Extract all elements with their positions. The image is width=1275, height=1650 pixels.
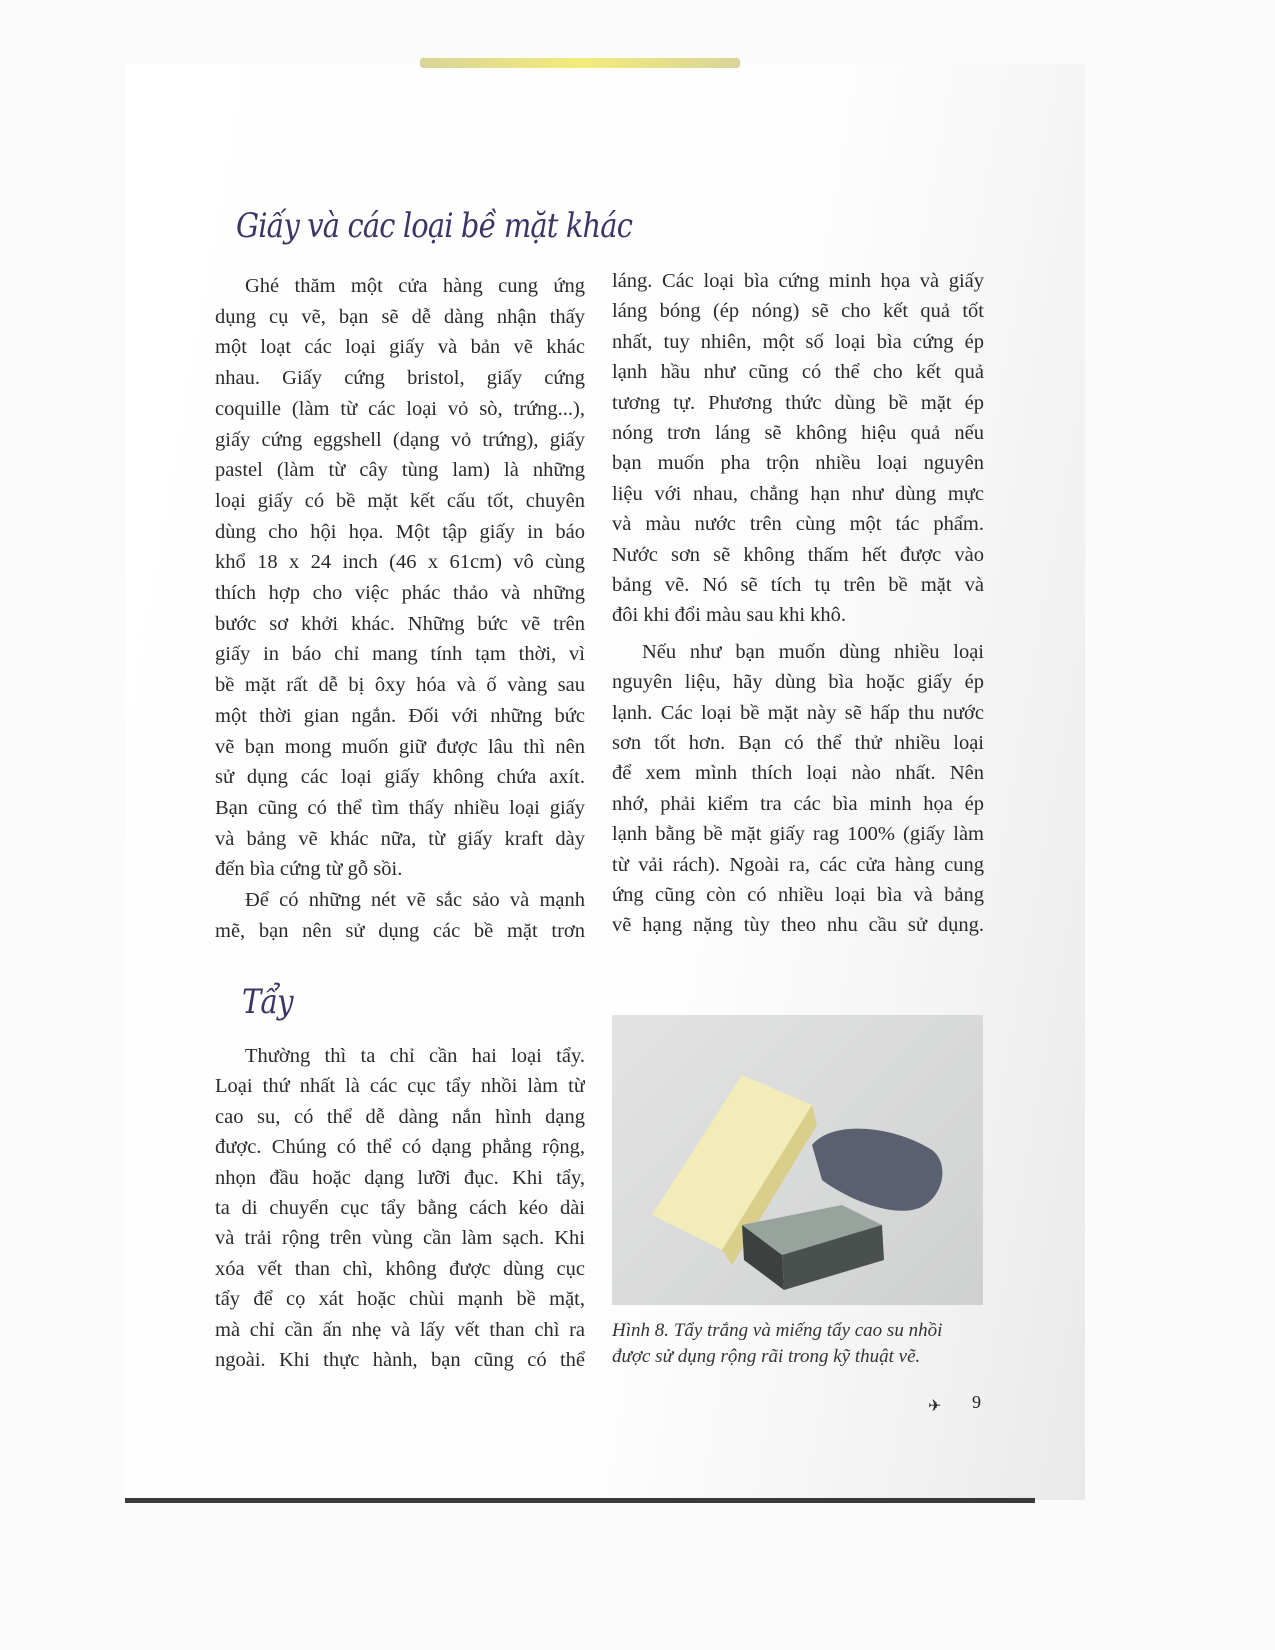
text-line: vẽ hạng nặng tùy theo nhu cầu sử dụng. bbox=[612, 914, 984, 937]
text-line: liệu với nhau, chẳng hạn như dùng mực bbox=[612, 482, 984, 505]
text-line: láng bóng (ép nóng) sẽ cho kết quả tốt bbox=[612, 300, 984, 323]
text-line: được. Chúng có thể có dạng phẳng rộng, bbox=[215, 1136, 585, 1159]
erasers-illustration bbox=[612, 1015, 983, 1305]
text-line: đến bìa cứng từ gỗ sồi. bbox=[215, 858, 403, 881]
text-line: nhọn đầu hoặc dạng lưỡi đục. Khi tẩy, bbox=[215, 1166, 585, 1189]
text-line: xóa vết than chì, không được dùng cục bbox=[215, 1257, 585, 1280]
text-line: mẽ, bạn nên sử dụng các bề mặt trơn bbox=[215, 919, 585, 942]
kneaded-eraser bbox=[812, 1129, 942, 1211]
text-line: tương tự. Phương thức dùng bề mặt ép bbox=[612, 391, 984, 414]
text-line: lạnh. Các loại bề mặt này sẽ hấp thu nước bbox=[612, 701, 984, 724]
figure-erasers-photo bbox=[612, 1015, 983, 1305]
text-line: một loạt các loại giấy và bản vẽ khác bbox=[215, 336, 585, 359]
text-line: dụng cụ vẽ, bạn sẽ dễ dàng nhận thấy bbox=[215, 305, 585, 328]
text-line: và trải rộng trên vùng cần làm sạch. Khi bbox=[215, 1227, 585, 1250]
section-heading-eraser: Tẩy bbox=[242, 982, 293, 1022]
text-line: sơn tốt hơn. Bạn có thể thử nhiều loại bbox=[612, 732, 984, 754]
text-line: mà chỉ cần ấn nhẹ và lấy vết than chì ra bbox=[215, 1318, 585, 1341]
text-line: ngoài. Khi thực hành, bạn cũng có thể bbox=[215, 1349, 585, 1371]
text-line: Thường thì ta chỉ cần hai loại tẩy. bbox=[245, 1045, 585, 1067]
figure-caption-line: được sử dụng rộng rãi trong kỹ thuật vẽ. bbox=[612, 1346, 921, 1367]
text-line: nhất, tuy nhiên, một số loại bìa cứng ép bbox=[612, 330, 984, 353]
text-line: và màu nước trên cùng một tác phẩm. bbox=[612, 513, 984, 536]
text-line: giấy in báo chỉ mang tính tạm thời, vì bbox=[215, 643, 585, 666]
page-number: 9 bbox=[972, 1392, 981, 1412]
text-line: thích hợp cho việc phác thảo và những bbox=[215, 582, 585, 604]
text-line: cao su, có thể dễ dàng nắn hình dạng bbox=[215, 1105, 585, 1128]
text-line: tẩy để cọ xát hoặc chùi mạnh bề mặt, bbox=[215, 1288, 585, 1311]
text-line: láng. Các loại bìa cứng minh họa và giấy bbox=[612, 270, 984, 292]
text-line: lạnh hầu như cũng có thể cho kết quả bbox=[612, 361, 984, 384]
text-line: nguyên liệu, hãy dùng bìa hoặc giấy ép bbox=[612, 671, 984, 694]
text-line: Để có những nét vẽ sắc sảo và mạnh bbox=[245, 889, 585, 911]
bird-ornament-icon: ✈ bbox=[928, 1398, 942, 1415]
text-line: khổ 18 x 24 inch (46 x 61cm) vô cùng bbox=[215, 551, 585, 574]
text-line: coquille (làm từ các loại vỏ sò, trứng...), bbox=[215, 397, 585, 420]
text-line: và bảng vẽ khác nữa, từ giấy kraft dày bbox=[215, 827, 585, 850]
text-line: bề mặt rất dễ bị ôxy hóa và ố vàng sau bbox=[215, 674, 585, 697]
text-line: ta di chuyển cục tẩy bằng cách kéo dài bbox=[215, 1197, 585, 1219]
text-line: để xem mình thích loại nào nhất. Nên bbox=[612, 762, 984, 785]
text-line: ứng cũng còn có nhiều loại bìa và bảng bbox=[612, 884, 984, 906]
text-line: Bạn cũng có thể tìm thấy nhiều loại giấy bbox=[215, 796, 585, 819]
yellow-edge-strip bbox=[420, 58, 740, 68]
text-line: Nếu như bạn muốn dùng nhiều loại bbox=[642, 640, 984, 663]
section-heading-paper: Giấy và các loại bề mặt khác bbox=[236, 206, 633, 246]
text-line: bước sơ khởi khác. Những bức vẽ trên bbox=[215, 612, 585, 635]
text-line: lạnh bằng bề mặt giấy rag 100% (giấy làm bbox=[612, 823, 984, 846]
text-line: bạn muốn pha trộn nhiều loại nguyên bbox=[612, 452, 984, 475]
text-line: pastel (làm từ cây tùng lam) là những bbox=[215, 459, 585, 482]
text-line: dùng cho hội họa. Một tập giấy in báo bbox=[215, 520, 585, 543]
text-line: Nước sơn sẽ không thấm hết được vào bbox=[612, 543, 984, 566]
text-line: một thời gian ngắn. Đối với những bức bbox=[215, 704, 585, 727]
text-line: từ vải rách). Ngoài ra, các cửa hàng cung bbox=[612, 853, 984, 876]
text-line: nhau. Giấy cứng bristol, giấy cứng bbox=[215, 367, 585, 390]
text-line: sử dụng các loại giấy không chứa axít. bbox=[215, 766, 585, 789]
text-line: nhớ, phải kiểm tra các bìa minh họa ép bbox=[612, 792, 984, 815]
text-line: vẽ bạn mong muốn giữ được lâu thì nên bbox=[215, 735, 585, 758]
text-line: giấy cứng eggshell (dạng vỏ trứng), giấy bbox=[215, 428, 585, 451]
page-bottom-edge bbox=[125, 1498, 1035, 1503]
text-line: bảng vẽ. Nó sẽ tích tụ trên bề mặt và bbox=[612, 574, 984, 596]
text-line: Loại thứ nhất là các cục tẩy nhồi làm từ bbox=[215, 1075, 585, 1098]
figure-caption-line: Hình 8. Tẩy trắng và miếng tẩy cao su nhồi bbox=[612, 1320, 943, 1341]
text-line: nóng trơn láng sẽ không hiệu quả nếu bbox=[612, 422, 984, 444]
text-line: Ghé thăm một cửa hàng cung ứng bbox=[245, 275, 585, 297]
text-line: đôi khi đổi màu sau khi khô. bbox=[612, 604, 847, 627]
text-line: loại giấy có bề mặt kết cấu tốt, chuyên bbox=[215, 489, 585, 512]
